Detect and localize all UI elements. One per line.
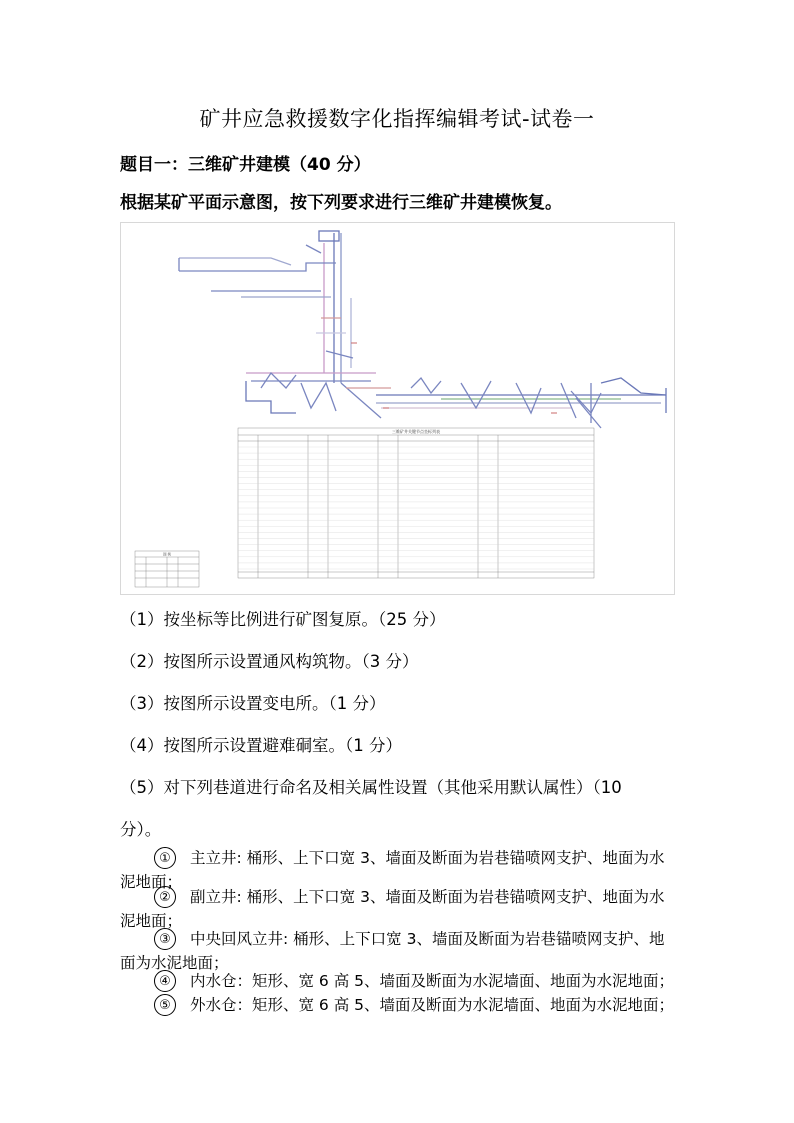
- item-number: ③: [154, 928, 176, 950]
- tunnel-item-4: [120, 969, 680, 993]
- section-heading: 题目一：三维矿井建模（40 分）: [120, 155, 371, 175]
- legend-title: 图 例: [163, 552, 171, 557]
- item-text-cont: 泥地面；: [120, 873, 183, 891]
- tunnel-item-2: [120, 885, 680, 933]
- doc-title: 矿井应急救援数字化指挥编辑考试-试卷一: [199, 107, 595, 131]
- item-text: 中央回风立井: 桶形、上下口宽 3、墙面及断面为岩巷锚喷网支护、地: [190, 930, 665, 948]
- coordinate-table-title: 三维矿井关键节点坐标列表: [392, 429, 440, 434]
- mine-tunnel-network: [179, 231, 666, 428]
- requirement-5-cont: 分）。: [120, 820, 162, 839]
- instruction-text: 根据某矿平面示意图，按下列要求进行三维矿井建模恢复。: [120, 193, 562, 213]
- coordinate-table: [238, 428, 594, 578]
- coordinate-table-rows: [238, 447, 594, 569]
- item-text: 副立井: 桶形、上下口宽 3、墙面及断面为岩巷锚喷网支护、地面为水: [190, 888, 665, 906]
- requirement-1: （1）按坐标等比例进行矿图复原。（25 分）: [120, 610, 446, 629]
- requirement-2: （2）按图所示设置通风构筑物。（3 分）: [120, 652, 419, 671]
- item-number: ④: [154, 970, 176, 992]
- item-number: ⑤: [154, 994, 176, 1016]
- mine-plan-figure: [120, 222, 675, 595]
- item-text: 内水仓：矩形、宽 6 高 5、墙面及断面为水泥墙面、地面为水泥地面；: [190, 972, 675, 990]
- item-number: ②: [154, 886, 176, 908]
- requirement-4: （4）按图所示设置避难硐室。（1 分）: [120, 736, 402, 755]
- item-number: ①: [154, 847, 176, 869]
- item-text: 外水仓：矩形、宽 6 高 5、墙面及断面为水泥墙面、地面为水泥地面；: [190, 996, 675, 1014]
- item-text-cont: 面为水泥地面；: [120, 954, 229, 972]
- requirement-5: （5）对下列巷道进行命名及相关属性设置（其他采用默认属性）（10: [120, 778, 622, 797]
- item-text-cont: 泥地面；: [120, 912, 183, 930]
- item-text: 主立井: 桶形、上下口宽 3、墙面及断面为岩巷锚喷网支护、地面为水: [190, 849, 665, 867]
- requirement-3: （3）按图所示设置变电所。（1 分）: [120, 694, 386, 713]
- tunnel-item-3: [120, 927, 680, 975]
- tunnel-item-5: [120, 993, 680, 1017]
